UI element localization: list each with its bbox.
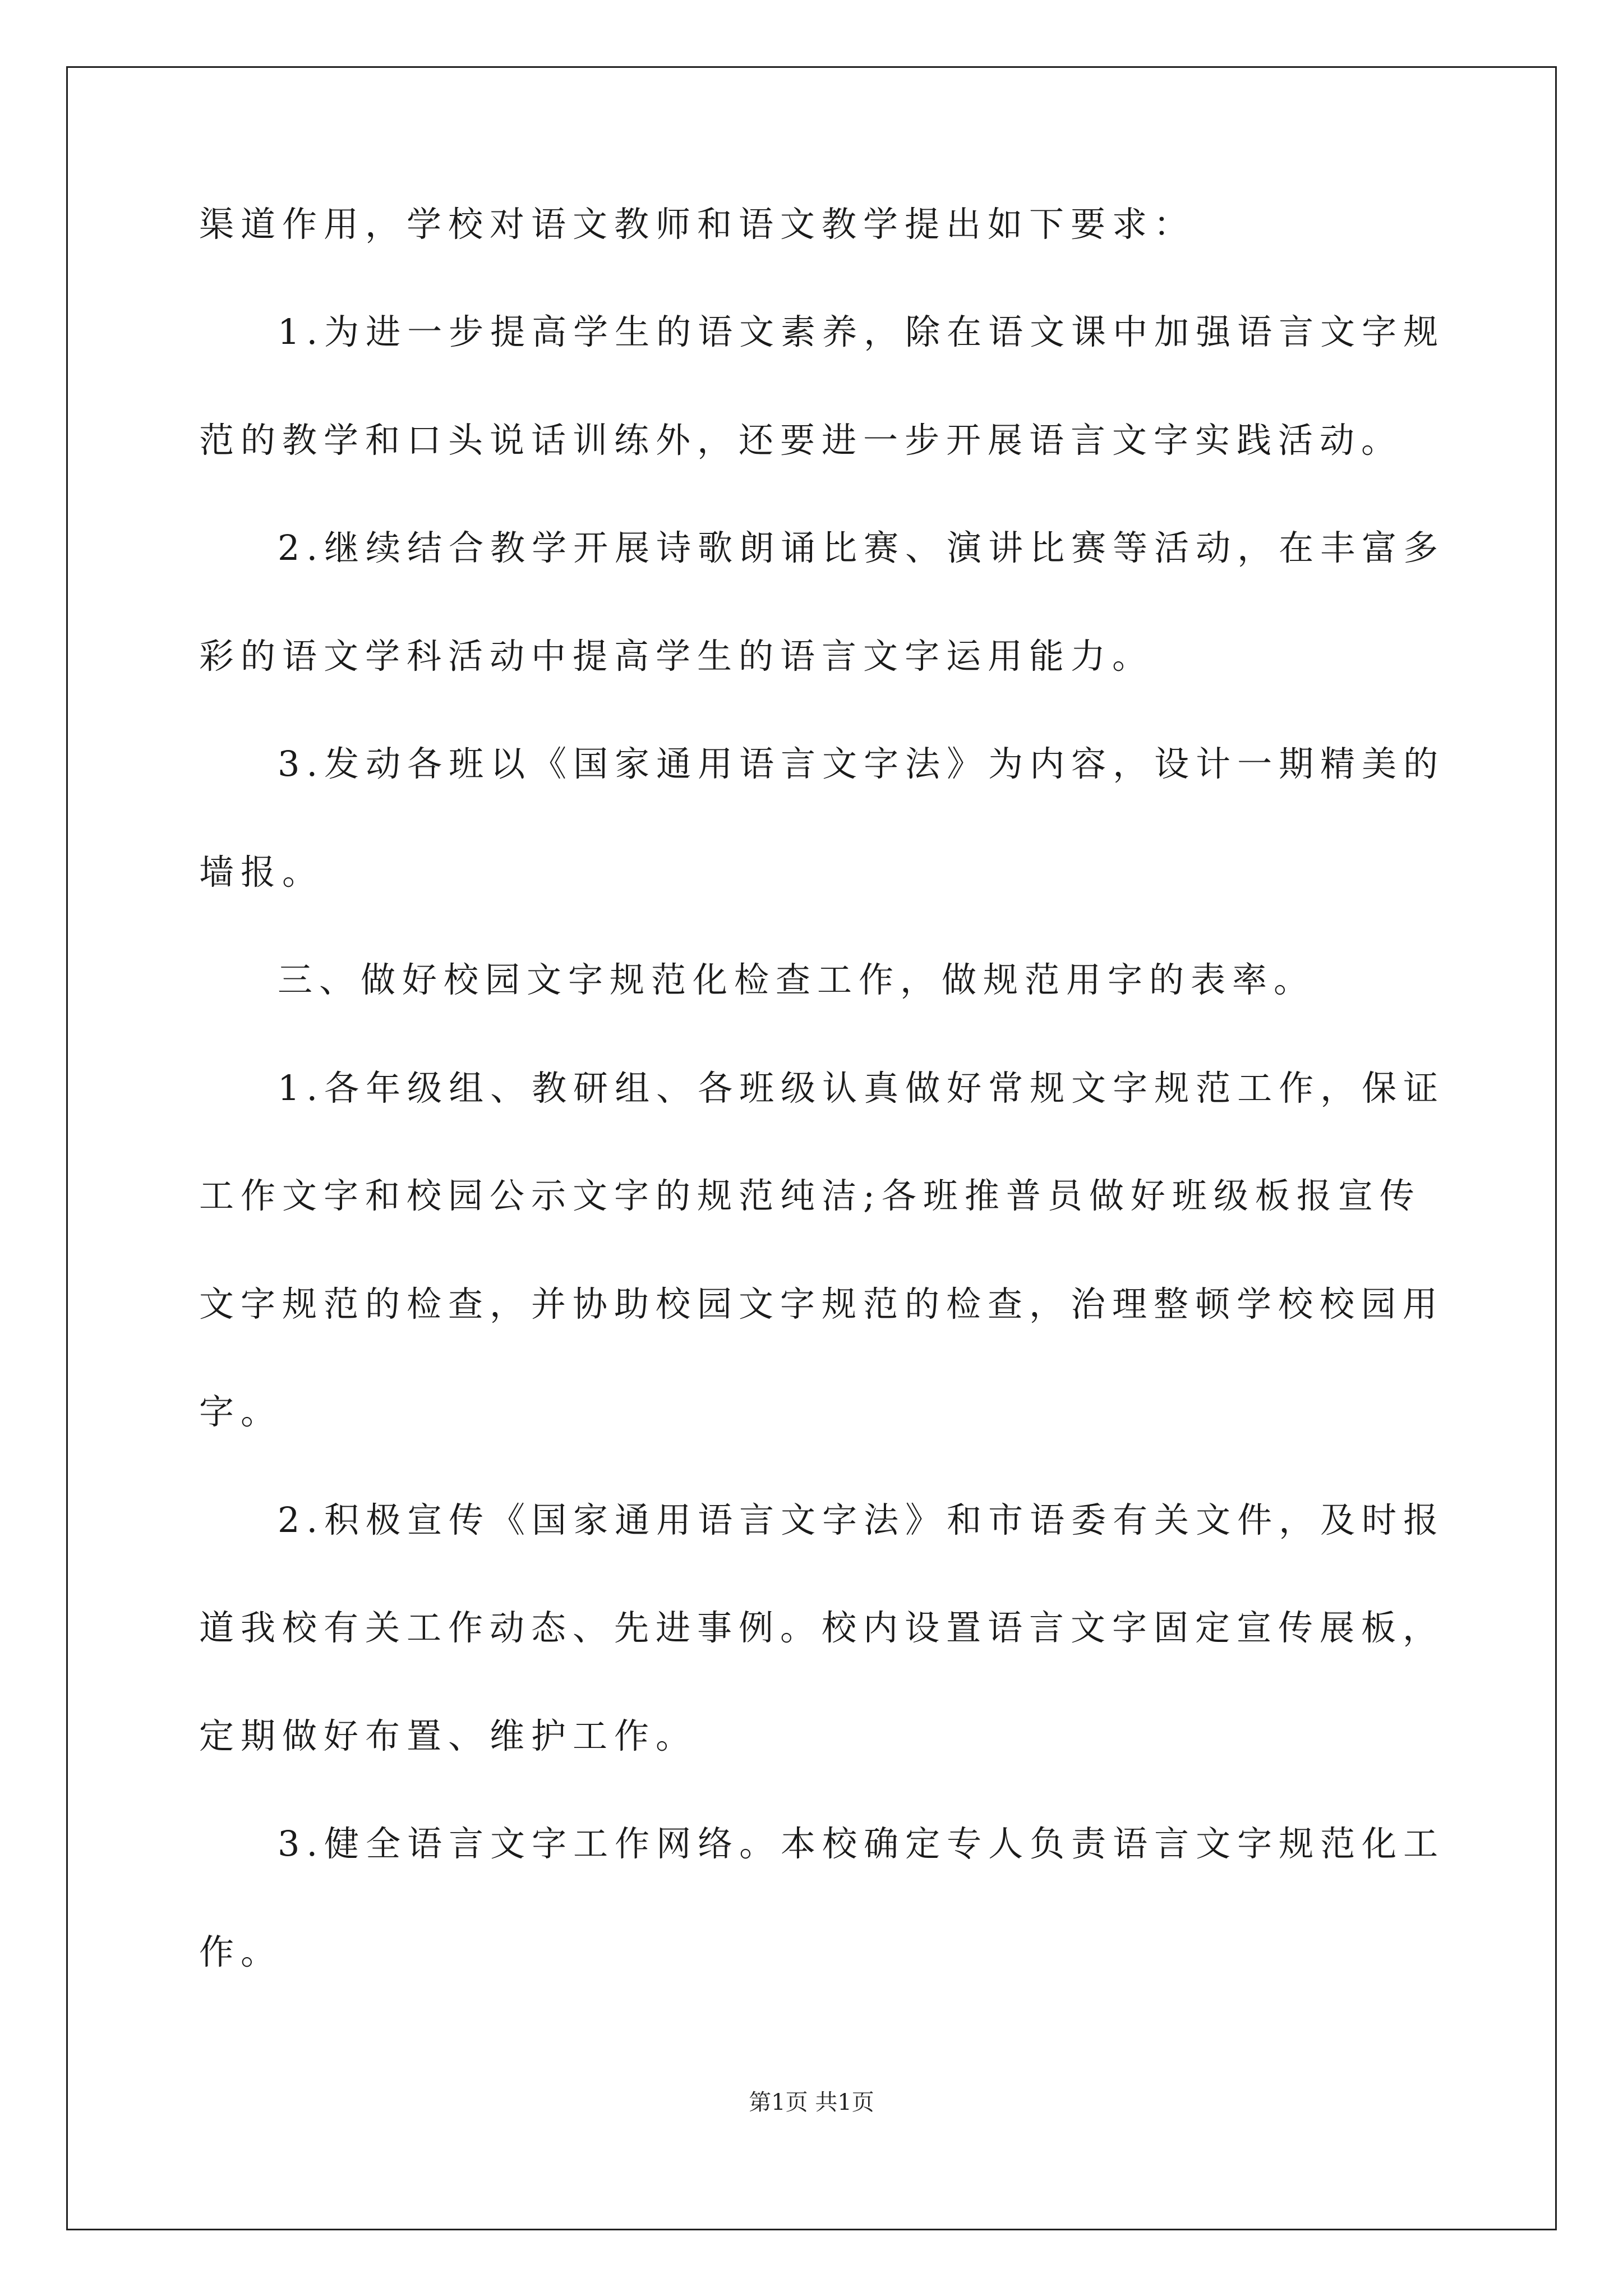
paragraph-line: 彩的语文学科活动中提高学生的语言文字运用能力。 (199, 636, 1154, 677)
paragraph-line: 文字规范的检查，并协助校园文字规范的检查，治理整顿学校校园用 (199, 1283, 1445, 1324)
paragraph-line: 1.为进一步提高学生的语文素养，除在语文课中加强语言文字规 (278, 311, 1445, 352)
paragraph-line: 字。 (199, 1391, 283, 1432)
page-border (66, 66, 1557, 2230)
paragraph-line: 2.继续结合教学开展诗歌朗诵比赛、演讲比赛等活动，在丰富多 (278, 527, 1445, 568)
page-footer: 第1页 共1页 (749, 2090, 874, 2115)
paragraph-line: 工作文字和校园公示文字的规范纯洁;各班推普员做好班级板报宣传 (199, 1175, 1421, 1216)
paragraph-line: 作。 (199, 1931, 283, 1972)
paragraph-line: 2.积极宣传《国家通用语言文字法》和市语委有关文件，及时报 (278, 1499, 1445, 1540)
paragraph-line: 1.各年级组、教研组、各班级认真做好常规文字规范工作，保证 (278, 1068, 1445, 1108)
paragraph-line: 3.健全语言文字工作网络。本校确定专人负责语言文字规范化工 (278, 1823, 1445, 1864)
paragraph-line: 范的教学和口头说话训练外，还要进一步开展语言文字实践活动。 (199, 420, 1403, 461)
paragraph-line: 墙报。 (199, 852, 324, 892)
paragraph-line: 3.发动各班以《国家通用语言文字法》为内容，设计一期精美的 (278, 743, 1445, 784)
paragraph-line: 渠道作用，学校对语文教师和语文教学提出如下要求： (199, 204, 1196, 245)
section-heading: 三、做好校园文字规范化检查工作，做规范用字的表率。 (278, 959, 1316, 1000)
paragraph-line: 道我校有关工作动态、先进事例。校内设置语言文字固定宣传展板， (199, 1607, 1445, 1648)
paragraph-line: 定期做好布置、维护工作。 (199, 1715, 698, 1756)
